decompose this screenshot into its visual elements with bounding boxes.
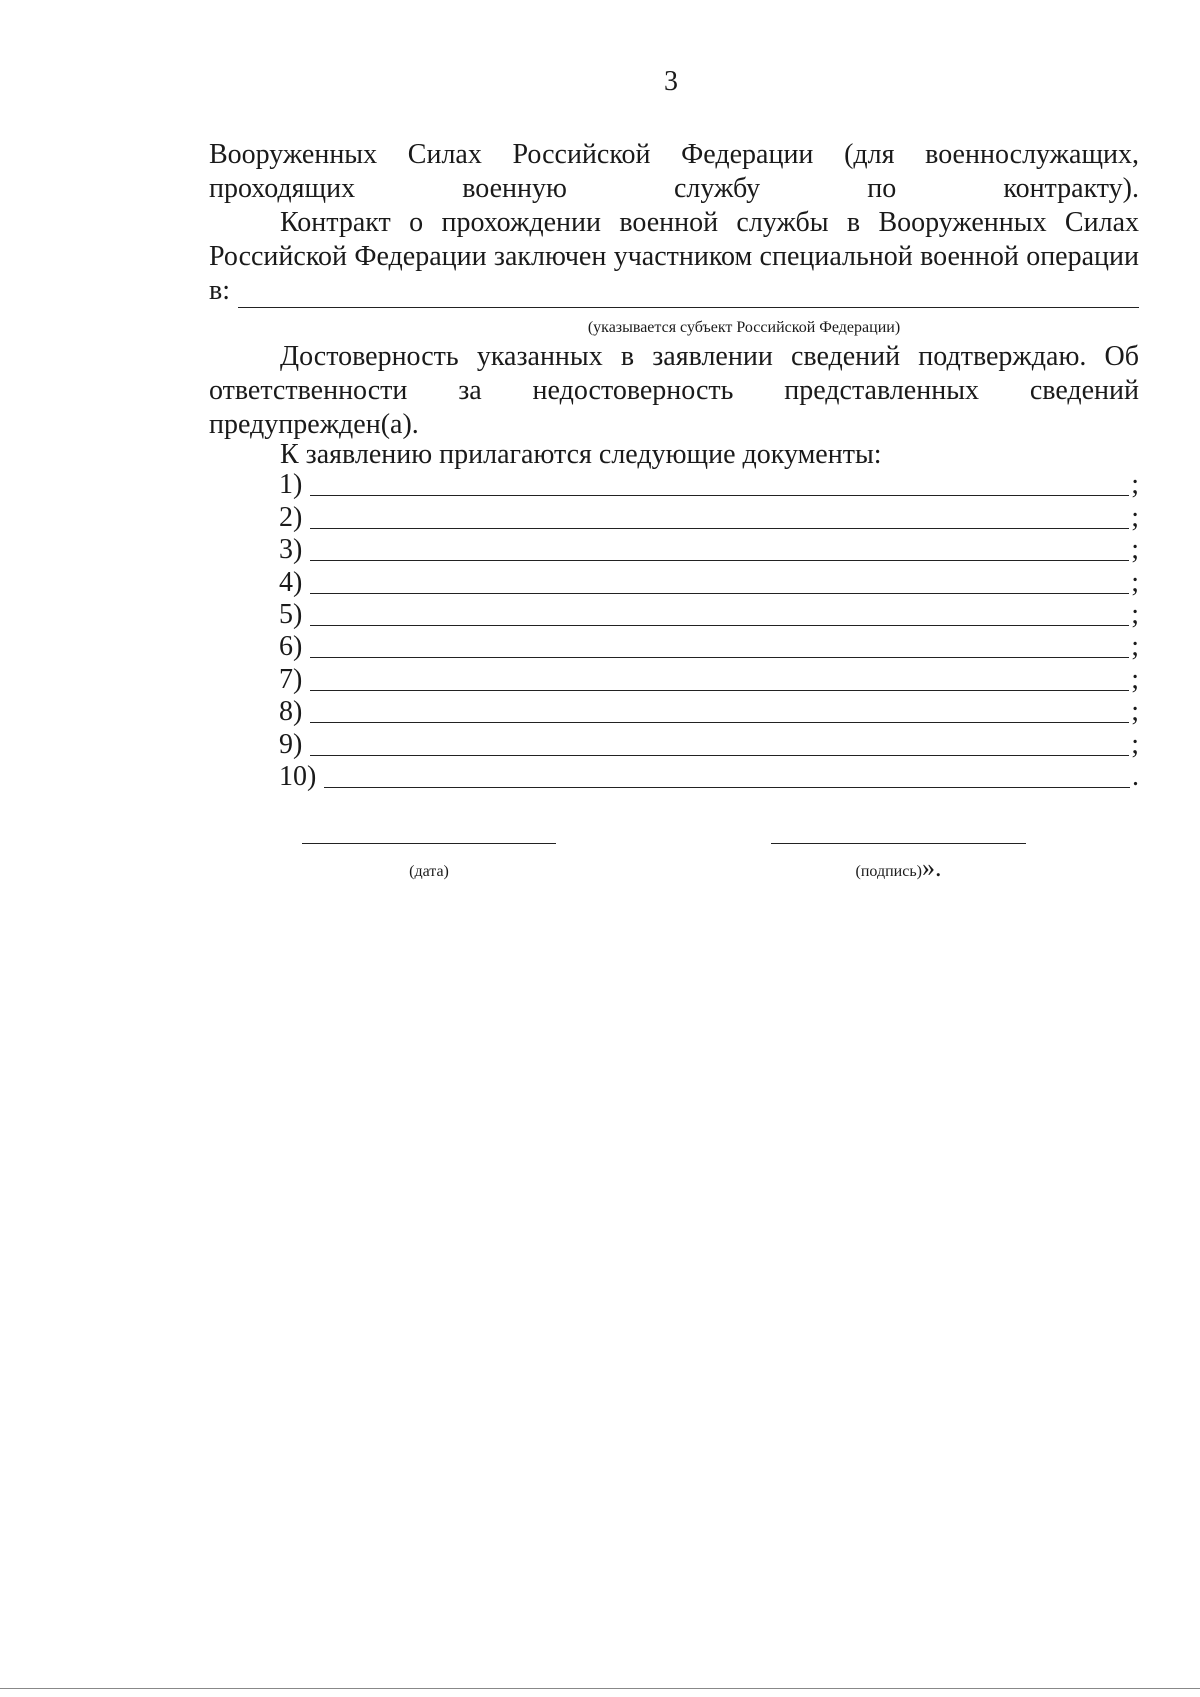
attachment-punctuation: ; — [1131, 598, 1139, 630]
attachment-item — [279, 468, 1139, 500]
paragraph-contract: Контракт о прохождении военной службы в Вооруженных Силах Российской Федерации заключен участником специальной военной операции — [209, 207, 1139, 272]
region-field — [209, 274, 1139, 308]
attachment-blank-line[interactable] — [324, 765, 1130, 788]
attachment-punctuation: ; — [1131, 534, 1139, 566]
region-prefix: в: — [209, 275, 230, 306]
attachment-punctuation: ; — [1131, 696, 1139, 728]
attachment-blank-line[interactable] — [310, 506, 1129, 529]
attachment-punctuation: . — [1132, 760, 1139, 792]
attachment-item — [279, 500, 1139, 532]
paragraph-confirmation: Достоверность указанных в заявлении сведений подтверждаю. Об ответственности за недостоверность представленных сведений — [209, 341, 1139, 406]
attachment-item — [279, 727, 1139, 759]
page-bottom-rule — [0, 1688, 1200, 1689]
attachment-number: 2) — [279, 501, 303, 533]
attachment-punctuation: ; — [1131, 469, 1139, 501]
attachment-punctuation: ; — [1131, 663, 1139, 695]
attachment-number: 1) — [279, 469, 303, 501]
attachment-punctuation: ; — [1131, 501, 1139, 533]
attachment-number: 8) — [279, 696, 303, 728]
attachment-item — [279, 630, 1139, 662]
attachment-blank-line[interactable] — [310, 473, 1129, 496]
attachments-heading: К заявлению прилагаются следующие документы: — [280, 439, 882, 470]
attachment-item — [279, 695, 1139, 727]
attachment-item — [279, 662, 1139, 694]
attachment-blank-line[interactable] — [310, 700, 1129, 723]
attachment-punctuation: ; — [1131, 728, 1139, 760]
attachment-number: 5) — [279, 598, 303, 630]
attachment-number: 3) — [279, 534, 303, 566]
attachment-number: 6) — [279, 631, 303, 663]
attachment-blank-line[interactable] — [310, 538, 1129, 561]
attachment-blank-line[interactable] — [310, 668, 1129, 691]
signature-caption-closing: ». — [921, 853, 942, 882]
date-blank-line[interactable] — [302, 843, 556, 844]
signature-caption — [771, 853, 1026, 882]
paragraph-continuation: Вооруженных Силах Российской Федерации (для военнослужащих, проходящих военную службу по контракту). — [209, 139, 1139, 204]
page-number: 3 — [664, 66, 678, 97]
attachment-number: 7) — [279, 663, 303, 695]
attachment-item — [279, 533, 1139, 565]
signature-blank-line[interactable] — [771, 843, 1026, 844]
region-caption: (указывается субъект Российской Федерации) — [587, 319, 901, 336]
attachment-number: 4) — [279, 566, 303, 598]
attachment-blank-line[interactable] — [310, 733, 1129, 756]
attachment-blank-line[interactable] — [310, 571, 1129, 594]
attachment-item — [279, 760, 1139, 792]
attachment-number: 10) — [279, 760, 317, 792]
attachment-item — [279, 565, 1139, 597]
paragraph-confirmation-end: предупрежден(а). — [209, 409, 419, 440]
attachment-blank-line[interactable] — [310, 635, 1129, 658]
attachment-punctuation: ; — [1131, 566, 1139, 598]
signature-caption-label: (подпись) — [855, 863, 922, 880]
attachment-number: 9) — [279, 728, 303, 760]
attachment-blank-line[interactable] — [310, 603, 1129, 626]
attachments-list — [279, 468, 1139, 792]
date-caption: (дата) — [409, 863, 449, 880]
attachment-punctuation: ; — [1131, 631, 1139, 663]
attachment-item — [279, 598, 1139, 630]
region-blank-line[interactable] — [238, 281, 1139, 308]
